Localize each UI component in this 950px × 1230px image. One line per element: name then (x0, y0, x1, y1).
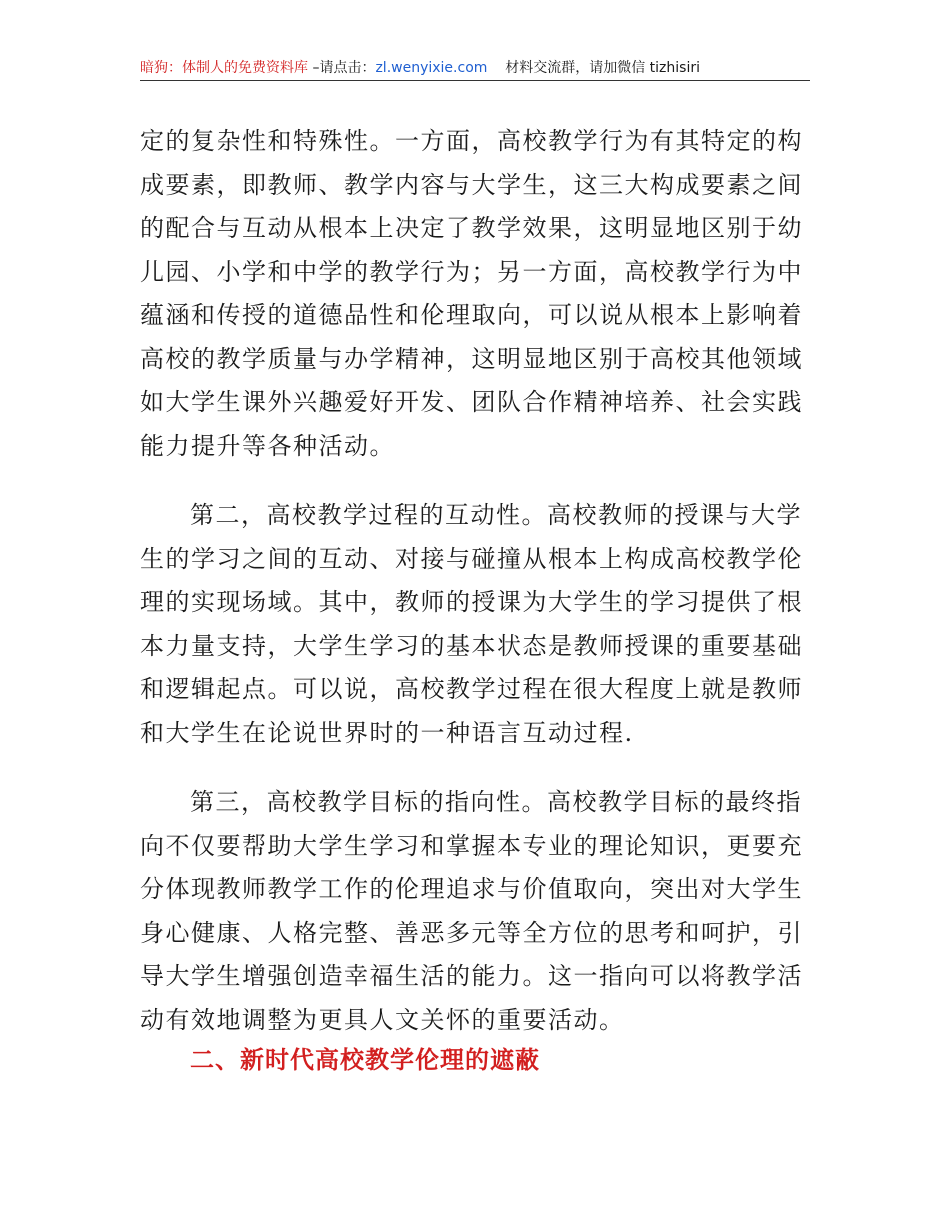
page-header (140, 58, 810, 80)
header-divider (140, 80, 810, 81)
paragraph-second-point: 第二，高校教学过程的互动性。高校教师的授课与大学生的学习之间的互动、对接与碰撞从根本上构成高校教学伦理的实现场域。其中，教师的授课为大学生的学习提供了根本力量支持，大学生学习的基本状态是教师授课的重要基础和逻辑起点。可以说，高校教学过程在很大程度上就是教师和大学生在论说世界时的一种语言互动过程. (140, 501, 803, 747)
header-brand: 暗狗：体制人的免费资料库 (140, 60, 308, 76)
paragraph-continued: 定的复杂性和特殊性。一方面，高校教学行为有其特定的构成要素，即教师、教学内容与大学生，这三大构成要素之间的配合与互动从根本上决定了教学效果，这明显地区别于幼儿园、小学和中学的教学行为；另一方面，高校教学行为中蕴涵和传授的道德品性和伦理取向，可以说从根本上影响着高校的教学质量与办学精神，这明显地区别于高校其他领域如大学生课外兴趣爱好开发、团队合作精神培养、社会实践能力提升等各种活动。 (140, 127, 803, 460)
paragraph-third-point: 第三，高校教学目标的指向性。高校教学目标的最终指向不仅要帮助大学生学习和掌握本专业的理论知识，更要充分体现教师教学工作的伦理追求与价值取向，突出对大学生身心健康、人格完整、善恶多元等全方位的思考和呵护，引导大学生增强创造幸福生活的能力。这一指向可以将教学活动有效地调整为更具人文关怀的重要活动。 (140, 788, 803, 1034)
header-wechat-note: 材料交流群，请加微信 tizhisiri (505, 60, 700, 76)
section-heading: 二、新时代高校教学伦理的遮蔽 (190, 1046, 540, 1074)
header-prompt: –请点击： (308, 60, 376, 76)
header-url-link[interactable]: zl.wenyixie.com (375, 60, 488, 76)
document-body (140, 120, 812, 1042)
